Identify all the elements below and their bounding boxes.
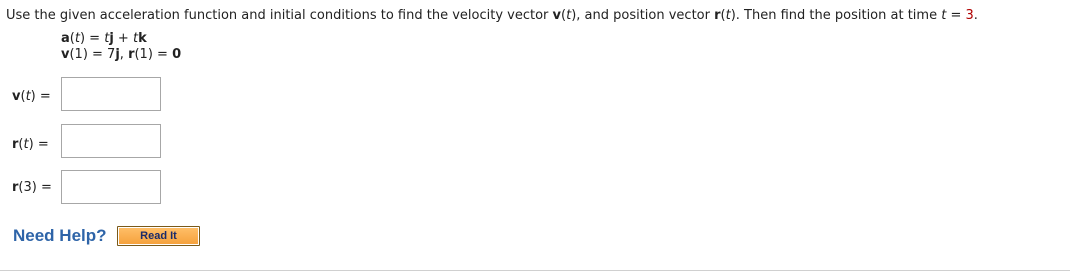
t-variable: t	[566, 8, 572, 23]
label-part: )	[30, 89, 36, 104]
question-part: (	[720, 8, 726, 23]
question-text	[6, 8, 978, 24]
t-variable: t	[25, 89, 31, 104]
question-part: (	[561, 8, 567, 23]
equals-sign: =	[35, 89, 51, 104]
velocity-symbol: v	[552, 8, 561, 23]
t-variable: t	[104, 31, 110, 46]
divider	[0, 270, 1070, 271]
t-variable: t	[23, 137, 29, 152]
given-part: ,	[119, 47, 129, 62]
position-symbol: r	[128, 47, 135, 62]
t-variable: t	[132, 31, 139, 46]
velocity-symbol: v	[12, 89, 21, 104]
unit-vector-k: k	[138, 31, 147, 46]
position-symbol: r	[714, 8, 721, 23]
position-answer-input[interactable]	[61, 124, 161, 158]
need-help-label: Need Help?	[13, 226, 107, 245]
unit-vector-j: j	[109, 31, 114, 46]
position-symbol: r	[12, 180, 19, 195]
given-part: (	[69, 31, 75, 46]
question-part: .	[973, 8, 978, 23]
velocity-answer-input[interactable]	[61, 77, 161, 111]
read-it-button[interactable]: Read It	[117, 226, 200, 246]
question-part: Use the given acceleration function and initial conditions to find the velocity vector	[6, 8, 553, 23]
question-part: ). Then find the position at time	[730, 8, 942, 23]
t-variable: t	[725, 8, 731, 23]
velocity-symbol: v	[61, 47, 70, 62]
velocity-label	[12, 89, 51, 105]
given-part: +	[113, 31, 133, 46]
time-value: 3	[23, 180, 32, 195]
zero-vector: 0	[172, 47, 182, 62]
label-part: (	[18, 180, 24, 195]
label-part: (	[18, 137, 24, 152]
unit-vector-j: j	[115, 47, 120, 62]
position-symbol: r	[12, 137, 19, 152]
given-part: (1) = 7	[69, 47, 116, 62]
given-part: ) =	[79, 31, 105, 46]
position-label	[12, 137, 49, 153]
acceleration-function	[61, 31, 147, 46]
position-at-3-answer-input[interactable]	[61, 170, 161, 204]
label-part: (	[20, 89, 26, 104]
initial-conditions	[61, 47, 181, 62]
equals-sign: =	[33, 137, 49, 152]
position-at-3-label	[12, 180, 52, 196]
t-variable: t	[74, 31, 80, 46]
time-value: 3	[965, 8, 974, 23]
question-part: =	[946, 8, 966, 23]
equals-sign: =	[36, 180, 52, 195]
acceleration-symbol: a	[61, 31, 70, 46]
t-variable: t	[941, 8, 947, 23]
given-part: (1) =	[134, 47, 173, 62]
label-part: )	[28, 137, 34, 152]
label-part: )	[31, 180, 37, 195]
question-part: ), and position vector	[571, 8, 715, 23]
